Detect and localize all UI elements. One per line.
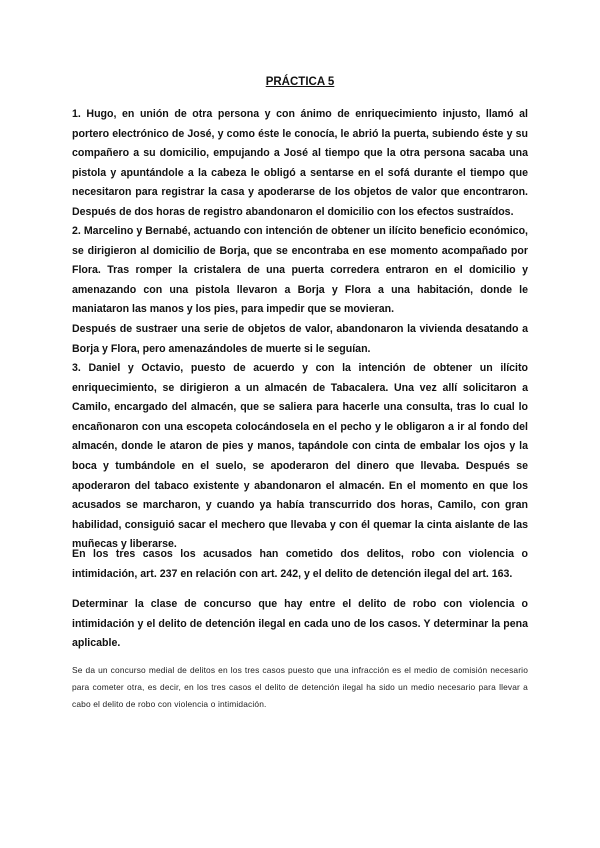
statement-text: En los tres casos los acusados han cometido dos delitos, robo con violencia o intimidación, art. 237 en relación con art. 242, y el delito de detención ilegal del art. 163. (72, 548, 528, 580)
case-3-paragraph (72, 359, 528, 555)
page-title: PRÁCTICA 5 (265, 76, 335, 88)
statement-paragraph (72, 545, 528, 584)
case-1-text: 1. Hugo, en unión de otra persona y con ánimo de enriquecimiento injusto, llamó al portero electrónico de José, y como éste le conocía, le abrió la puerta, subiendo éste y su compañero a su domicilio, empujando a José al tiempo que la otra persona sacaba una pistola y apuntándole a la cabeza le obligó a sentarse en el sofá durante el tiempo que necesitaron para registrar la casa y apoderarse de los objetos de valor que encontraron. Después de dos horas de registro abandonaron el domicilio con los efectos sustraídos. (72, 108, 528, 218)
question-text: Determinar la clase de concurso que hay entre el delito de robo con violencia o intimidación y el delito de detención ilegal en cada uno de los casos. Y determinar la pena aplicable. (72, 598, 528, 650)
answer-paragraph (72, 662, 528, 714)
question-paragraph (72, 595, 528, 654)
case-1-paragraph (72, 105, 528, 223)
answer-text: Se da un concurso medial de delitos en los tres casos puesto que una infracción es el medio de comisión necesario para cometer otra, es decir, en los tres casos el delito de detención ilegal ha sido un medio necesario para llevar a cabo el delito de robo con violencia o intimidación. (72, 665, 528, 710)
case-3-text: 3. Daniel y Octavio, puesto de acuerdo y con la intención de obtener un ilícito enriquecimiento, se dirigieron a un almacén de Tabacalera. Una vez allí solicitaron a Camilo, encargado del almacén, que se saliera para hacerle una consulta, tras lo cual lo encañonaron con una escopeta colocándosela en el pecho y le obligaron a ir al fondo del almacén, donde le ataron de pies y manos, tapándole con cinta de embalar los ojos y la boca y tumbándole en el suelo, se apoderaron del dinero que llevaba. Después se apoderaron del tabaco existente y abandonaron el almacén. En el momento en que los acusados se marcharon, y cuando ya había transcurrido dos horas, Camilo, con gran habilidad, consiguió sacar el mechero que llevaba y con él quemar la cinta aislante de las muñecas y liberarse. (72, 362, 528, 551)
case-2-paragraph (72, 222, 528, 359)
case-2-text: 2. Marcelino y Bernabé, actuando con intención de obtener un ilícito beneficio económico, se dirigieron al domicilio de Borja, que se encontraba en ese momento acompañado por Flora. Tras romper la cristalera de una puerta corredera entraron en el domicilio y amenazando con una pistola llevaron a Borja y Flora a una habitación, donde le maniataron las manos y los pies, para impedir que se movieran. (72, 225, 528, 316)
case-2-continuation-text: Después de sustraer una serie de objetos de valor, abandonaron la vivienda desatando a Borja y Flora, pero amenazándoles de muerte si le seguían. (72, 322, 528, 355)
